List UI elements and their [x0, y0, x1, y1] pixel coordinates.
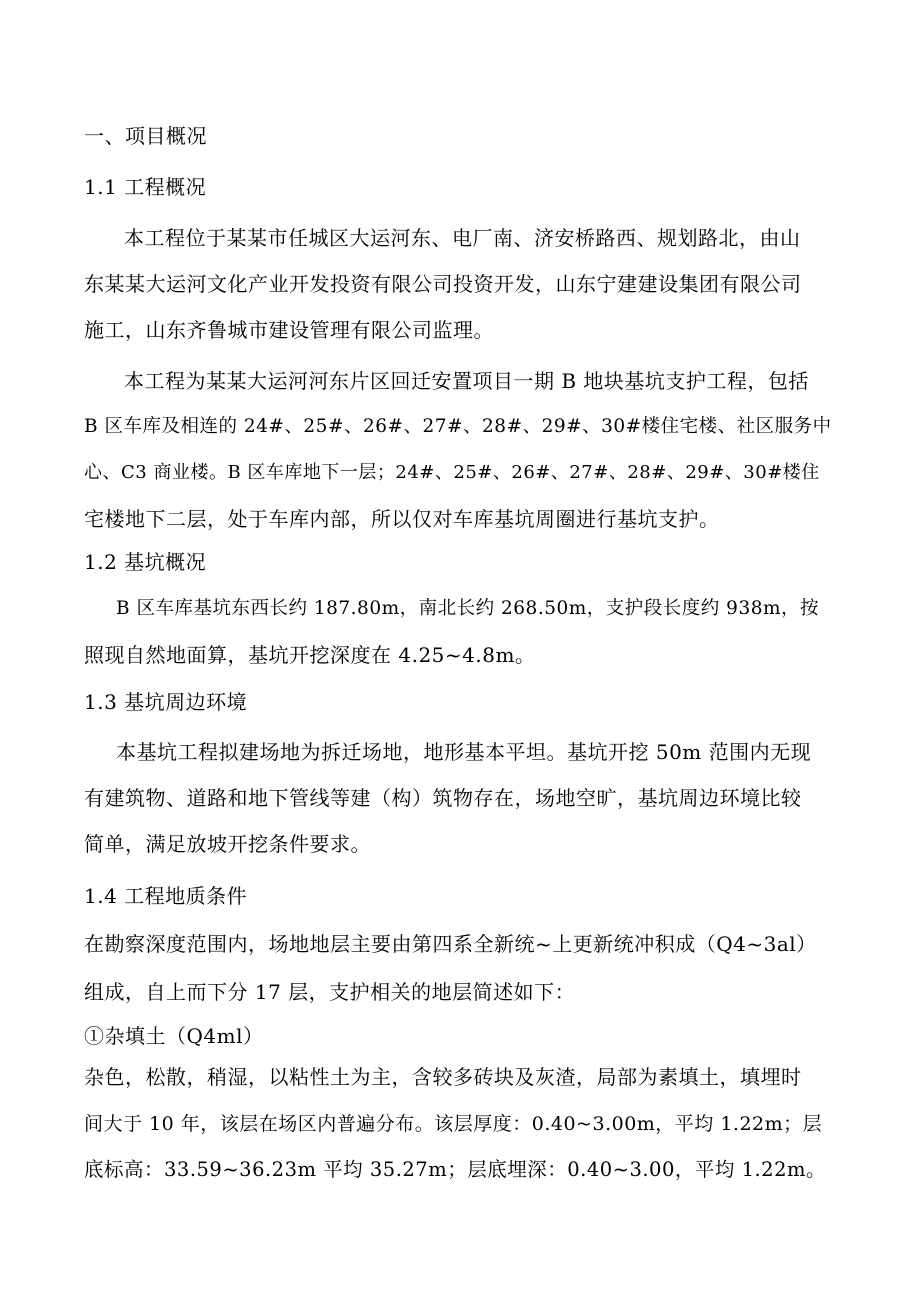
- paragraph-line: 有建筑物、道路和地下管线等建（构）筑物存在，场地空旷，基坑周边环境比较: [84, 786, 802, 810]
- paragraph-line: B 区车库及相连的 24#、25#、26#、27#、28#、29#、30#楼住宅楼、社区服务中: [84, 416, 832, 437]
- paragraph-line: 底标高：33.59~36.23m 平均 35.27m；层底埋深：0.40~3.00，平均 1.22m。: [84, 1158, 826, 1181]
- paragraph-line: 杂色，松散，稍湿，以粘性土为主，含较多砖块及灰渣，局部为素填土，填埋时: [84, 1065, 802, 1089]
- section-1-2-title: 1.2 基坑概况: [84, 550, 207, 574]
- paragraph-line: 施工，山东齐鲁城市建设管理有限公司监理。: [84, 318, 494, 342]
- section-1-4-title: 1.4 工程地质条件: [84, 884, 248, 908]
- paragraph-line: 本工程位于某某市任城区大运河东、电厂南、济安桥路西、规划路北，由山: [124, 226, 801, 250]
- paragraph-line: 简单，满足放坡开挖条件要求。: [84, 832, 371, 856]
- paragraph-line: 本基坑工程拟建场地为拆迁场地，地形基本平坦。基坑开挖 50m 范围内无现: [116, 740, 812, 764]
- paragraph-line: 组成，自上而下分 17 层，支护相关的地层简述如下：: [84, 980, 576, 1004]
- paragraph-line: 东某某大运河文化产业开发投资有限公司投资开发，山东宁建建设集团有限公司: [84, 272, 802, 296]
- paragraph-line: 在勘察深度范围内，场地地层主要由第四系全新统~上更新统冲积成（Q4~3al）: [84, 932, 817, 956]
- section-1-1-title: 1.1 工程概况: [84, 175, 207, 199]
- paragraph-line: 本工程为某某大运河河东片区回迁安置项目一期 B 地块基坑支护工程，包括: [124, 369, 809, 393]
- paragraph-line: 间大于 10 年，该层在场区内普遍分布。该层厚度：0.40~3.00m，平均 1.22m；层: [84, 1113, 823, 1135]
- paragraph-line: 心、C3 商业楼。B 区车库地下一层；24#、25#、26#、27#、28#、29#、30#楼住: [84, 462, 820, 483]
- paragraph-line: B 区车库基坑东西长约 187.80m，南北长约 268.50m，支护段长度约 938m，按: [116, 598, 820, 619]
- layer-1-title: ①杂填土（Q4ml）: [84, 1024, 264, 1048]
- paragraph-line: 宅楼地下二层，处于车库内部，所以仅对车库基坑周圈进行基坑支护。: [84, 507, 720, 531]
- paragraph-line: 照现自然地面算，基坑开挖深度在 4.25~4.8m。: [84, 643, 536, 667]
- section-1-3-title: 1.3 基坑周边环境: [84, 690, 248, 714]
- heading-project-overview: 一、项目概况: [84, 124, 207, 148]
